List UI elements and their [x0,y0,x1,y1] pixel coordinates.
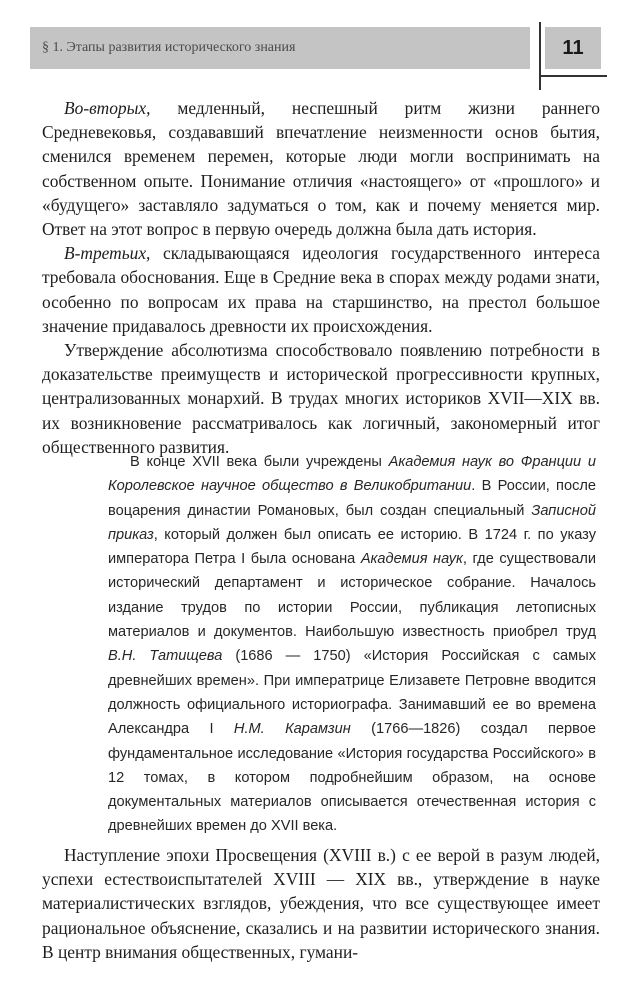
paragraph [42,241,600,338]
page-number: 11 [562,36,584,59]
insert-text: (1766—1826) создал первое фундаментальное исследование «История государства Российского» в 12 томах, в котором подробнейшим образом, на основе документальных материалов описывается отечественная история с древнейших времен до XVII века. [108,721,596,835]
insert-text: . В России, после воцарения династии Романовых, был создан специальный [108,478,596,519]
insert-text: , где существовали исторический департамент и историческое собрание. Началось издание трудов по истории России, публикация летописных материалов и документов. Наибольшую известность приобрел труд [108,551,596,641]
insert-term: Академия наук во Франции и Королевское научное общество в Великобритании [108,454,596,495]
paragraph-text: Утверждение абсолютизма способствовало появлению потребности в доказательстве преимуществ и исторической прогрессивности крупных, централизованных монархий. В трудах многих историков XVII—XIX вв. их возникновение рассматривалось как логичный, закономерный итог общественного развития. [42,340,600,457]
insert-paragraph [108,450,596,839]
insert-term: Н.М. Карамзин [233,721,351,738]
paragraph [42,338,600,459]
info-insert [108,450,596,839]
paragraph [42,96,600,241]
insert-text: , который должен был описать ее историю. В 1724 г. по указу императора Петра I была основана [108,526,596,568]
running-header [30,27,530,69]
insert-text: (1686 — 1750) «История Российская с самых древнейших времен». При императрице Елизавете Петровне вводится должность официального историографа. Занимавший ее во времена Александра I [108,648,596,738]
insert-term: Академия наук [360,551,463,568]
insert-text: В конце XVII века были учреждены [130,454,389,470]
paragraph-text: складывающаяся идеология государственного интереса требовала обоснования. Еще в Средние века в спорах между родами знати, особенно по вопросам их права на старшинство, на престол большое значение придавалось древности их происхождения. [42,243,600,336]
paragraph-lead: Во-вторых, [64,98,151,118]
header-divider-horizontal [541,75,607,77]
paragraph: Наступление эпохи Просвещения (XVIII в.) с ее верой в разум людей, успехи естествоиспытателей XVIII — XIX вв., утверждение в науке материалистических взглядов, убеждения, что все существующее имеет рациональное объяснение, сказались и на развитии исторического знания. В центр внимания общественных, гумани- [42,845,600,962]
page-number-box [545,27,601,69]
header-title: § 1. Этапы развития исторического знания [42,40,296,55]
bottom-text [42,843,600,964]
paragraph-text: медленный, неспешный ритм жизни раннего Средневековья, создававший впечатление неизменности основ бытия, сменился временем перемен, которые люди могли воспринимать на собственном опыте. Понимание отличия «настоящего» от «прошлого» и «будущего» заставляло задуматься о том, как и почему меняется мир. Ответ на этот вопрос в первую очередь должна была дать история. [42,98,600,240]
header-divider-vertical [539,22,541,90]
main-text [42,96,600,459]
insert-term: В.Н. Татищева [108,648,223,665]
paragraph-lead: В-третьих, [64,243,151,264]
insert-term: Записной приказ [108,502,596,543]
